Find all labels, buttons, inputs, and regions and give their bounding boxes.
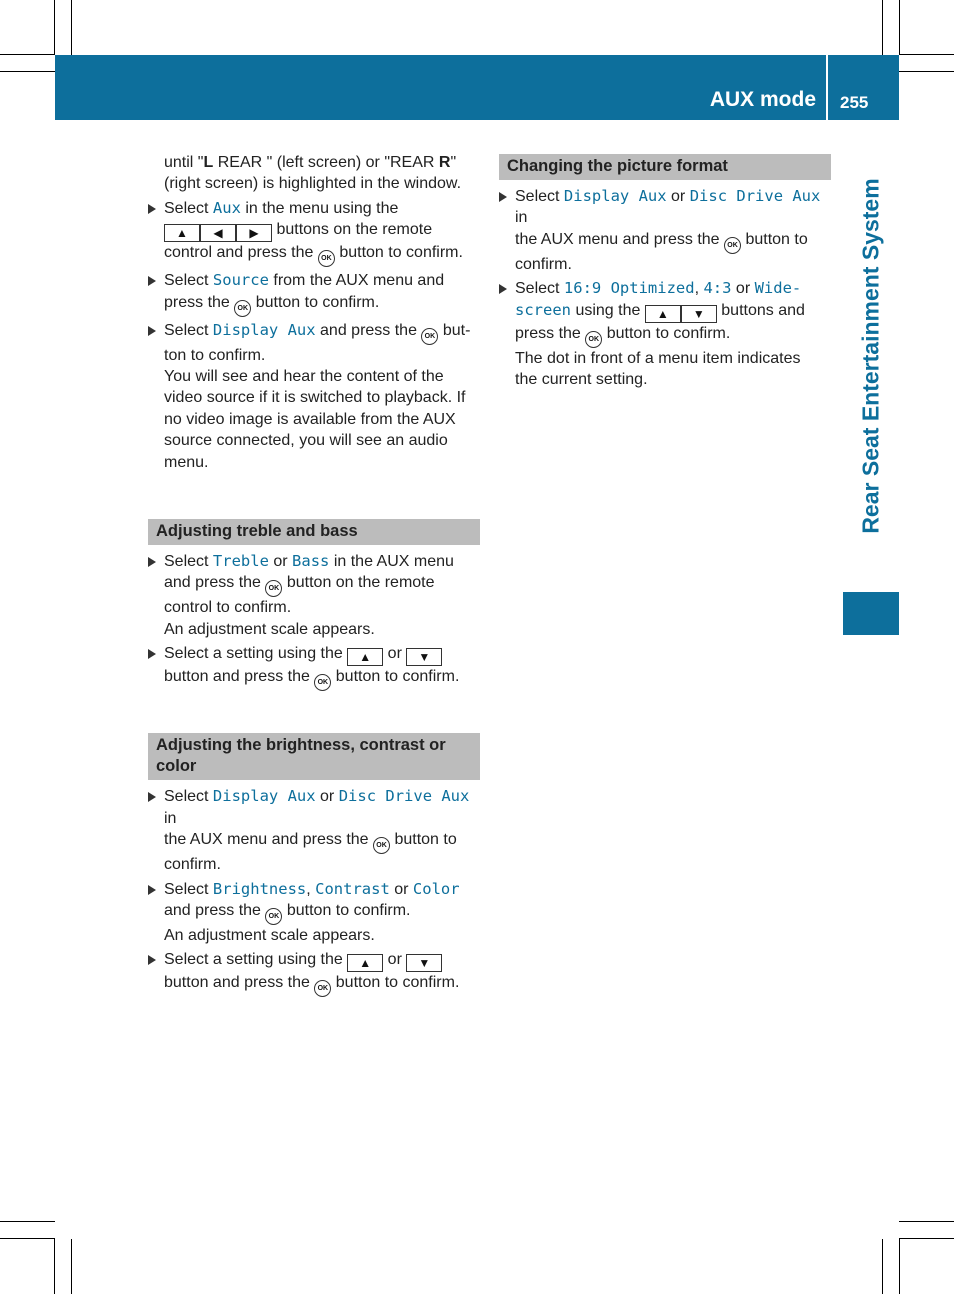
menu-term: Display Aux [212, 787, 316, 806]
section-header-picture-format: Changing the picture format [499, 154, 831, 180]
side-tab-label: Rear Seat Entertainment System [857, 178, 884, 534]
menu-term: Aux [212, 198, 241, 217]
menu-term: screen [515, 300, 571, 319]
crop-mark [0, 1221, 55, 1222]
bullet-arrow-icon [148, 557, 156, 567]
crop-mark [54, 0, 55, 55]
step-select-aux: Select Aux in the menu using the ▲ ◀ ▶ buttons on the remote control and press the OK button to confirm. [148, 198, 480, 267]
down-button-icon: ▼ [406, 954, 442, 972]
crop-mark [71, 0, 72, 55]
menu-term: Wide- [754, 279, 802, 298]
page-number: 255 [840, 93, 869, 112]
step-select-format: Select 16:9 Optimized, 4:3 or Wide- screen using the ▲ ▼ buttons and press the OK button to confirm. The dot in front of a menu item indicates the current setting. [499, 278, 831, 390]
menu-term: Brightness [212, 879, 307, 898]
bullet-arrow-icon [148, 276, 156, 286]
left-column [148, 152, 480, 997]
crop-mark [882, 0, 883, 55]
bullet-arrow-icon [148, 326, 156, 336]
side-tab [843, 120, 899, 592]
ok-button-icon: OK [265, 580, 282, 597]
menu-term: Display Aux [212, 320, 316, 339]
right-column [499, 154, 831, 390]
down-button-icon: ▼ [681, 305, 717, 323]
crop-mark [0, 54, 55, 55]
step-select-source: Select Source from the AUX menu and press the OK button to confirm. [148, 270, 480, 316]
menu-term: Contrast [315, 879, 390, 898]
menu-term: 4:3 [703, 279, 732, 298]
up-button-icon: ▲ [347, 954, 383, 972]
section-header-brightness: Adjusting the brightness, contrast or color [148, 733, 480, 780]
ok-button-icon: OK [314, 980, 331, 997]
crop-mark [899, 71, 954, 72]
section-header-treble-bass: Adjusting treble and bass [148, 519, 480, 545]
ok-button-icon: OK [314, 674, 331, 691]
crop-mark [899, 1238, 954, 1239]
ok-button-icon: OK [421, 328, 438, 345]
bullet-arrow-icon [499, 192, 507, 202]
menu-term: Disc Drive Aux [689, 187, 821, 205]
step-select-setting: Select a setting using the ▲ or ▼ button and press the OK button to confirm. [148, 949, 480, 997]
up-button-icon: ▲ [645, 305, 681, 323]
down-button-icon: ▼ [406, 648, 442, 666]
ok-button-icon: OK [234, 300, 251, 317]
menu-term: Source [212, 271, 269, 290]
ok-button-icon: OK [265, 908, 282, 925]
crop-mark [71, 1239, 72, 1294]
step-select-display-aux: Select Display Aux and press the OK but- ton to confirm. You will see and hear the content of the video source if it is switched to playback. If no video image is available from the AUX source connected, you will see an audio menu. [148, 320, 480, 473]
step-select-display-source: Select Display Aux or Disc Drive Aux in the AUX menu and press the OK button to confirm. [499, 186, 831, 275]
step-select-treble-bass: Select Treble or Bass in the AUX menu and press the OK button on the remote control to confirm. An adjustment scale appears. [148, 551, 480, 640]
menu-term: Display Aux [563, 187, 667, 205]
crop-mark [882, 1239, 883, 1294]
menu-term: Bass [292, 552, 330, 571]
crop-mark [899, 0, 900, 55]
bullet-arrow-icon [148, 792, 156, 802]
ok-button-icon: OK [373, 837, 390, 854]
crop-mark [54, 1239, 55, 1294]
section-title: AUX mode [709, 88, 816, 111]
crop-mark [0, 1238, 55, 1239]
bullet-arrow-icon [148, 885, 156, 895]
bullet-arrow-icon [148, 204, 156, 214]
crop-mark [899, 1239, 900, 1294]
right-button-icon: ▶ [236, 224, 272, 242]
up-button-icon: ▲ [164, 224, 200, 242]
menu-term: 16:9 Optimized [563, 279, 695, 298]
step-select-setting: Select a setting using the ▲ or ▼ button and press the OK button to confirm. [148, 643, 480, 691]
step-select-display-source: Select Display Aux or Disc Drive Aux in the AUX menu and press the OK button to confirm. [148, 786, 480, 875]
bullet-arrow-icon [499, 284, 507, 294]
header-divider [826, 55, 828, 120]
step-select-brightness: Select Brightness, Contrast or Color and press the OK button to confirm. An adjustment scale appears. [148, 879, 480, 947]
crop-mark [899, 1221, 954, 1222]
menu-term: Color [412, 879, 460, 898]
menu-term: Disc Drive Aux [338, 787, 470, 806]
crop-mark [899, 54, 954, 55]
up-button-icon: ▲ [347, 648, 383, 666]
bullet-arrow-icon [148, 955, 156, 965]
ok-button-icon: OK [724, 237, 741, 254]
ok-button-icon: OK [318, 250, 335, 267]
ok-button-icon: OK [585, 331, 602, 348]
bullet-arrow-icon [148, 649, 156, 659]
intro-paragraph: until "L REAR " (left screen) or "REAR R" (right screen) is highlighted in the window. [164, 154, 462, 193]
menu-term: Treble [212, 552, 269, 571]
left-button-icon: ◀ [200, 224, 236, 242]
crop-mark [0, 71, 55, 72]
side-tab-marker [843, 592, 899, 635]
